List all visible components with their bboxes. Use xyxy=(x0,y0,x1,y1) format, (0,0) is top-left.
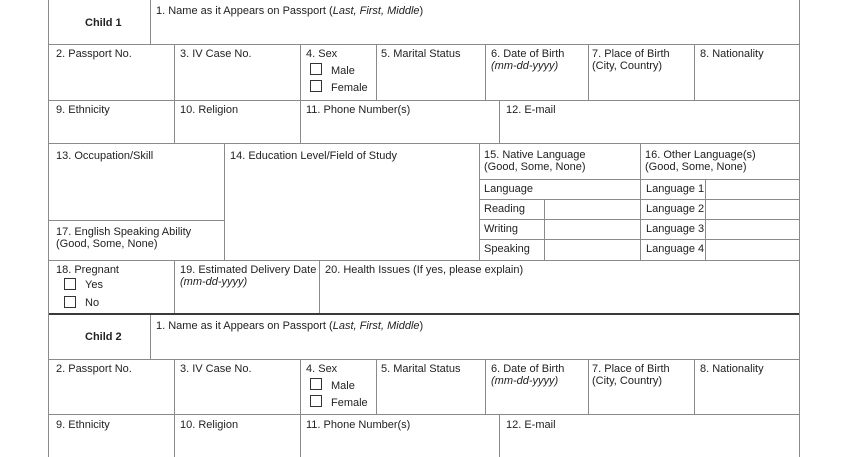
rule xyxy=(485,44,486,100)
rule xyxy=(150,0,151,44)
child1-english-ability-label: 17. English Speaking Ability xyxy=(56,226,192,238)
child1-email-label: 12. E-mail xyxy=(506,104,556,116)
child1-writing-label: Writing xyxy=(484,223,519,235)
rule xyxy=(499,414,500,457)
rule xyxy=(48,100,800,101)
child1-religion-label: 10. Religion xyxy=(180,104,239,116)
child1-female-label: Female xyxy=(331,82,368,94)
child2-religion-label: 10. Religion xyxy=(180,419,239,431)
rule xyxy=(48,220,224,221)
child2-passport-label: 2. Passport No. xyxy=(56,363,132,375)
rule xyxy=(48,260,800,261)
section-divider xyxy=(48,313,800,315)
child1-marital-label: 5. Marital Status xyxy=(381,48,461,60)
child2-email-label: 12. E-mail xyxy=(506,419,556,431)
rule xyxy=(174,44,175,100)
child2-nationality-label: 8. Nationality xyxy=(700,363,764,375)
rule xyxy=(588,359,589,414)
rule xyxy=(48,143,800,144)
child2-dob-hint: (mm-dd-yyyy) xyxy=(491,375,559,387)
rule xyxy=(300,100,301,143)
child1-heading: Child 1 xyxy=(85,17,122,29)
rule xyxy=(174,260,175,313)
child1-no-label: No xyxy=(85,297,100,309)
child1-language-row-label: Language xyxy=(484,183,533,195)
child1-health-issues-label: 20. Health Issues (If yes, please explain) xyxy=(325,264,524,276)
child2-sex-label: 4. Sex xyxy=(306,363,338,375)
child1-english-ability-hint: (Good, Some, None) xyxy=(56,238,158,250)
child2-male-checkbox[interactable] xyxy=(310,378,322,390)
child-information-form xyxy=(48,0,800,457)
child1-pob-label: 7. Place of Birth xyxy=(592,48,670,60)
child1-pregnant-no-checkbox[interactable] xyxy=(64,296,76,308)
rule xyxy=(499,100,500,143)
rule xyxy=(544,199,545,260)
child1-delivery-date-label: 19. Estimated Delivery Date xyxy=(180,264,317,276)
child2-female-checkbox[interactable] xyxy=(310,395,322,407)
child1-language1-label: Language 1 xyxy=(646,183,705,195)
rule xyxy=(174,359,175,414)
child1-sex-label: 4. Sex xyxy=(306,48,338,60)
child1-passport-label: 2. Passport No. xyxy=(56,48,132,60)
child2-marital-label: 5. Marital Status xyxy=(381,363,461,375)
child2-heading: Child 2 xyxy=(85,331,122,343)
rule xyxy=(300,44,301,100)
child1-dob-hint: (mm-dd-yyyy) xyxy=(491,60,559,72)
rule xyxy=(174,414,175,457)
rule xyxy=(479,143,480,260)
rule xyxy=(48,0,49,457)
child2-pob-hint: (City, Country) xyxy=(592,375,663,387)
child1-reading-label: Reading xyxy=(484,203,525,215)
child1-language3-label: Language 3 xyxy=(646,223,705,235)
rule xyxy=(300,359,301,414)
child1-delivery-date-hint: (mm-dd-yyyy) xyxy=(180,276,248,288)
rule xyxy=(705,179,706,260)
child1-pregnant-yes-checkbox[interactable] xyxy=(64,278,76,290)
child1-education-label: 14. Education Level/Field of Study xyxy=(230,150,397,162)
child1-pob-hint: (City, Country) xyxy=(592,60,663,72)
child1-other-language-label: 16. Other Language(s) xyxy=(645,149,756,161)
rule xyxy=(694,359,695,414)
child1-female-checkbox[interactable] xyxy=(310,80,322,92)
rule xyxy=(319,260,320,313)
rule xyxy=(376,44,377,100)
child1-yes-label: Yes xyxy=(85,279,103,291)
child1-language2-label: Language 2 xyxy=(646,203,705,215)
child1-iv-case-label: 3. IV Case No. xyxy=(180,48,252,60)
rule xyxy=(694,44,695,100)
child1-name-label: 1. Name as it Appears on Passport (Last, First, Middle) xyxy=(156,5,424,17)
child2-phone-label: 11. Phone Number(s) xyxy=(306,419,411,431)
child1-other-language-hint: (Good, Some, None) xyxy=(645,161,747,173)
child1-occupation-label: 13. Occupation/Skill xyxy=(56,150,154,162)
child1-ethnicity-label: 9. Ethnicity xyxy=(56,104,110,116)
rule xyxy=(224,143,225,260)
rule xyxy=(485,359,486,414)
child2-ethnicity-label: 9. Ethnicity xyxy=(56,419,110,431)
child1-native-language-label: 15. Native Language xyxy=(484,149,586,161)
child1-nationality-label: 8. Nationality xyxy=(700,48,764,60)
rule xyxy=(48,44,800,45)
rule xyxy=(174,100,175,143)
rule xyxy=(150,315,151,359)
child1-male-label: Male xyxy=(331,65,355,77)
rule xyxy=(48,359,800,360)
child1-language4-label: Language 4 xyxy=(646,243,705,255)
child2-iv-case-label: 3. IV Case No. xyxy=(180,363,252,375)
rule xyxy=(640,143,641,260)
child2-female-label: Female xyxy=(331,397,368,409)
child1-pregnant-label: 18. Pregnant xyxy=(56,264,119,276)
rule xyxy=(799,143,800,260)
rule xyxy=(799,0,800,143)
child2-male-label: Male xyxy=(331,380,355,392)
rule xyxy=(300,414,301,457)
child1-phone-label: 11. Phone Number(s) xyxy=(306,104,411,116)
child2-pob-label: 7. Place of Birth xyxy=(592,363,670,375)
child2-dob-label: 6. Date of Birth xyxy=(491,363,565,375)
child2-name-label: 1. Name as it Appears on Passport (Last, First, Middle) xyxy=(156,320,424,332)
child1-speaking-label: Speaking xyxy=(484,243,530,255)
child1-male-checkbox[interactable] xyxy=(310,63,322,75)
child1-dob-label: 6. Date of Birth xyxy=(491,48,565,60)
rule xyxy=(588,44,589,100)
rule xyxy=(376,359,377,414)
child1-native-language-hint: (Good, Some, None) xyxy=(484,161,586,173)
rule xyxy=(48,414,800,415)
